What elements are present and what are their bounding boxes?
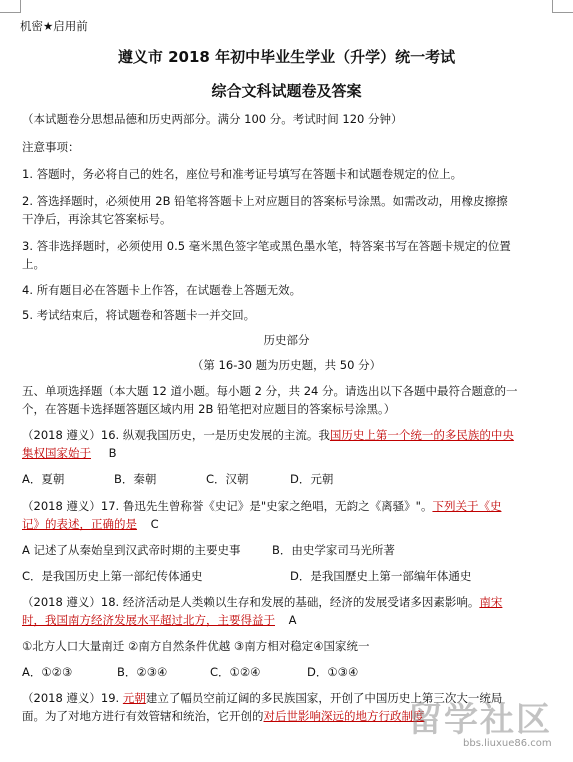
history-subheading: （第 16-30 题为历史题，共 50 分） — [191, 358, 382, 372]
question-18-line2 — [22, 612, 297, 628]
question-16-highlight: 集权国家始于 — [22, 446, 91, 460]
question-17-line1 — [22, 498, 501, 514]
section-instructions-line1: 五、单项选择题（本大题 12 道小题。每小题 2 分，共 24 分。请选出以下各题中最符合题意的一 — [22, 384, 518, 398]
question-19-highlight: 元朝 — [122, 691, 146, 705]
question-18-options — [22, 664, 562, 680]
question-18-stem: （2018 遵义）18. 经济活动是人类赖以生存和发展的基础，经济的发展受诸多因素影响。 — [22, 595, 480, 609]
question-17-option-c: C．是我国历史上第一部纪传体通史 — [22, 569, 203, 583]
page-corner-mark — [0, 0, 21, 13]
confidential-label: 机密★启用前 — [20, 19, 88, 33]
note-2-line1: 2. 答选择题时，必须使用 2B 铅笔将答题卡上对应题目的答案标号涂黑。如需改动，用橡皮擦擦 — [22, 194, 508, 208]
option-d: D．元朝 — [290, 472, 334, 486]
option-c: C．①②④ — [210, 665, 261, 679]
watermark-url: bbs.liuxue86.com — [463, 738, 552, 749]
question-16-answer: B — [108, 446, 117, 460]
exam-intro: （本试题卷分思想品德和历史两部分。满分 100 分。考试时间 120 分钟） — [22, 112, 403, 126]
question-18-highlight: 南宋 — [479, 595, 503, 609]
option-c: C．汉朝 — [206, 472, 249, 486]
question-19-highlight: 对后世影响深远的地方行政制度 — [263, 709, 425, 723]
question-17-option-a: A 记述了从秦始皇到汉武帝时期的主要史事 — [22, 543, 241, 557]
question-17-stem: （2018 遵义）17. 鲁迅先生曾称誉《史记》是"史家之绝唱，无韵之《离骚》"。 — [22, 499, 433, 513]
question-19-stem: 建立了幅员空前辽阔的多民族国家，开创了中国历史上第三次大一统局 — [145, 691, 503, 705]
question-17-highlight: 记》的表述，正确的是 — [22, 517, 137, 531]
note-5: 5. 考试结束后，将试题卷和答题卡一并交回。 — [22, 308, 256, 322]
history-heading: 历史部分 — [263, 333, 310, 347]
section-instructions-line2: 个，在答题卡选择题答题区域内用 2B 铅笔把对应题目的答案标号涂黑。） — [22, 402, 396, 416]
question-17-option-b: B．由史学家司马光所著 — [272, 543, 395, 557]
page-corner-mark — [552, 0, 573, 13]
question-16-line2 — [22, 445, 117, 461]
question-18-answer: A — [288, 613, 297, 627]
question-18-items: ①北方人口大量南迁 ②南方自然条件优越 ③南方相对稳定④国家统一 — [22, 639, 370, 653]
note-4: 4. 所有题目必在答题卡上作答，在试题卷上答题无效。 — [22, 283, 302, 297]
question-16-stem: （2018 遵义）16. 纵观我国历史，一是历史发展的主流。我 — [22, 428, 330, 442]
note-3-line1: 3. 答非选择题时，必须使用 0.5 毫米黑色签字笔或黑色墨水笔，特答案书写在答题卡规定的位置 — [22, 239, 511, 253]
question-18-line1 — [22, 594, 502, 610]
question-19-line2 — [22, 708, 425, 724]
question-17-line2 — [22, 516, 159, 532]
option-d: D．①③④ — [307, 665, 359, 679]
watermark-text: 留学社区 — [408, 700, 552, 740]
question-18-highlight: 时，我国南方经济发展水平超过北方，主要得益于 — [22, 613, 275, 627]
exam-subtitle: 综合文科试题卷及答案 — [211, 82, 362, 100]
site-watermark — [408, 692, 568, 752]
notes-heading: 注意事项： — [22, 140, 80, 154]
question-17-answer: C — [150, 517, 159, 531]
option-a: A．①②③ — [22, 665, 73, 679]
question-17-highlight: 下列关于《史 — [432, 499, 502, 513]
note-3-line2: 上。 — [22, 257, 45, 271]
question-19-stem-line2: 面。为了对地方进行有效管辖和统治，它开创的 — [22, 709, 264, 723]
note-1: 1. 答题时，务必将自己的姓名，座位号和准考证号填写在答题卡和试题卷规定的位上。 — [22, 167, 463, 181]
question-16-line1 — [22, 427, 514, 443]
note-2-line2: 干净后，再涂其它答案标号。 — [22, 212, 172, 226]
exam-title: 遵义市 2018 年初中毕业生学业（升学）统一考试 — [117, 48, 456, 66]
option-b: B．秦朝 — [114, 472, 157, 486]
option-a: A．夏朝 — [22, 472, 65, 486]
question-16-options — [22, 471, 562, 487]
question-16-highlight: 国历史上第一个统一的多民族的中央 — [329, 428, 514, 442]
question-17-option-d: D．是我国歷史上第一部编年体通史 — [290, 569, 472, 583]
question-19-stem-prefix: （2018 遵义）19. — [22, 691, 120, 705]
option-b: B．②③④ — [117, 665, 168, 679]
